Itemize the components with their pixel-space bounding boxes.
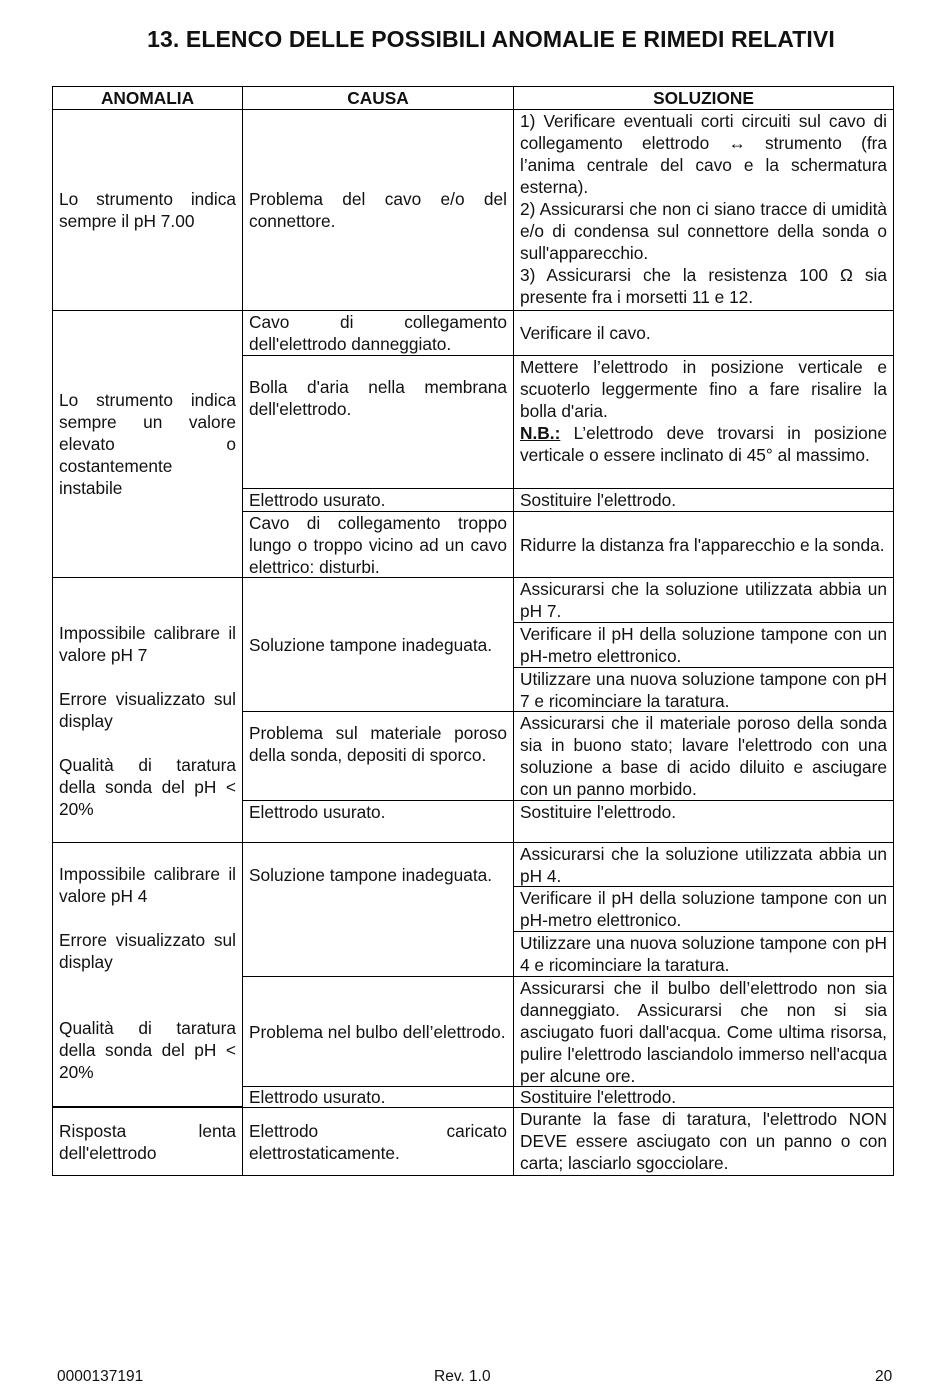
solution-step: 2) Assicurarsi che non ci siano tracce di umidità e/o di condensa sul connettore della sonda o sull'apparecchio. bbox=[520, 199, 887, 263]
column-header-causa: CAUSA bbox=[242, 86, 514, 110]
cause-cell: Problema del cavo e/o del connettore. bbox=[242, 109, 514, 311]
solution-cell: Sostituire l'elettrodo. bbox=[513, 800, 894, 843]
solution-cell: Utilizzare una nuova soluzione tampone con pH 4 e ricominciare la taratura. bbox=[513, 931, 894, 977]
solution-cell: Durante la fase di taratura, l'elettrodo NON DEVE essere asciugato con un panno o con carta; lasciarlo sgocciolare. bbox=[513, 1107, 894, 1176]
anomaly-cell: Risposta lenta dell'elettrodo bbox=[52, 1107, 243, 1176]
anomalies-table bbox=[52, 86, 894, 1176]
solution-cell: Sostituire l'elettrodo. bbox=[513, 488, 894, 512]
solution-cell: Ridurre la distanza fra l'apparecchio e la sonda. bbox=[513, 511, 894, 578]
cause-cell: Bolla d'aria nella membrana dell'elettrodo. bbox=[242, 355, 514, 489]
note-label: N.B.: bbox=[520, 423, 561, 443]
solution-step: 3) Assicurarsi che la resistenza 100 Ω sia presente fra i morsetti 11 e 12. bbox=[520, 265, 887, 307]
cause-cell: Elettrodo usurato. bbox=[242, 488, 514, 512]
page-title: 13. ELENCO DELLE POSSIBILI ANOMALIE E RIMEDI RELATIVI bbox=[147, 26, 835, 52]
solution-cell: Assicurarsi che il bulbo dell’elettrodo non sia danneggiato. Assicurarsi che non si sia asciugato fuori dall'acqua. Come ultima risorsa, pulire l'elettrodo lasciandolo immerso nell'acqua per alcune ore. bbox=[513, 976, 894, 1087]
cause-cell: Problema sul materiale poroso della sonda, depositi di sporco. bbox=[242, 711, 514, 801]
column-header-soluzione: SOLUZIONE bbox=[513, 86, 894, 110]
cause-cell: Cavo di collegamento troppo lungo o troppo vicino ad un cavo elettrico: disturbi. bbox=[242, 511, 514, 578]
page-number: 20 bbox=[875, 1368, 893, 1385]
solution-cell: Verificare il cavo. bbox=[513, 310, 894, 356]
revision-label: Rev. 1.0 bbox=[434, 1368, 491, 1385]
note-text: L’elettrodo deve trovarsi in posizione verticale o essere inclinato di 45° al massimo. bbox=[520, 423, 887, 465]
cause-cell: Elettrodo usurato. bbox=[242, 800, 514, 843]
solution-cell: Assicurarsi che la soluzione utilizzata abbia un pH 4. bbox=[513, 842, 894, 887]
cause-cell: Cavo di collegamento dell'elettrodo danneggiato. bbox=[242, 310, 514, 356]
solution-step: 1) Verificare eventuali corti circuiti sul cavo di collegamento elettrodo ↔ strumento (fra l’anima centrale del cavo e la schermatura esterna). bbox=[520, 111, 887, 197]
note bbox=[520, 422, 887, 466]
anomaly-cell: Lo strumento indica sempre un valore elevato o costantemente instabile bbox=[52, 310, 243, 578]
cause-cell: Problema nel bulbo dell’elettrodo. bbox=[242, 976, 514, 1087]
solution-cell: Assicurarsi che la soluzione utilizzata abbia un pH 7. bbox=[513, 577, 894, 623]
column-header-anomalia: ANOMALIA bbox=[52, 86, 243, 110]
cause-cell: Elettrodo caricato elettrostaticamente. bbox=[242, 1107, 514, 1176]
solution-cell: Assicurarsi che il materiale poroso della sonda sia in buono stato; lavare l'elettrodo con una soluzione a base di acido diluito e asciugare con un panno morbido. bbox=[513, 711, 894, 801]
solution-cell: Verificare il pH della soluzione tampone con un pH-metro elettronico. bbox=[513, 622, 894, 668]
solution-cell bbox=[513, 109, 894, 311]
anomaly-cell: Impossibile calibrare il valore pH 4 Errore visualizzato sul display Qualità di taratura della sonda del pH < 20% bbox=[52, 842, 243, 1107]
document-code: 0000137191 bbox=[57, 1368, 144, 1385]
anomaly-cell: Lo strumento indica sempre il pH 7.00 bbox=[52, 109, 243, 311]
cause-cell: Soluzione tampone inadeguata. bbox=[242, 842, 514, 977]
cause-cell: Soluzione tampone inadeguata. bbox=[242, 577, 514, 712]
anomaly-cell: Impossibile calibrare il valore pH 7 Errore visualizzato sul display Qualità di taratura della sonda del pH < 20% bbox=[52, 577, 243, 843]
solution-cell: Verificare il pH della soluzione tampone con un pH-metro elettronico. bbox=[513, 886, 894, 932]
solution-cell: Mettere l’elettrodo in posizione verticale e scuoterlo leggermente fino a fare risalire la bolla d'aria. N.B.: L’elettrodo deve trovarsi in posizione verticale o essere inclinato di 45° al massimo. bbox=[513, 355, 894, 489]
solution-cell: Utilizzare una nuova soluzione tampone con pH 7 e ricominciare la taratura. bbox=[513, 667, 894, 712]
solution-cell: Sostituire l'elettrodo. bbox=[513, 1086, 894, 1108]
cause-cell: Elettrodo usurato. bbox=[242, 1086, 514, 1108]
